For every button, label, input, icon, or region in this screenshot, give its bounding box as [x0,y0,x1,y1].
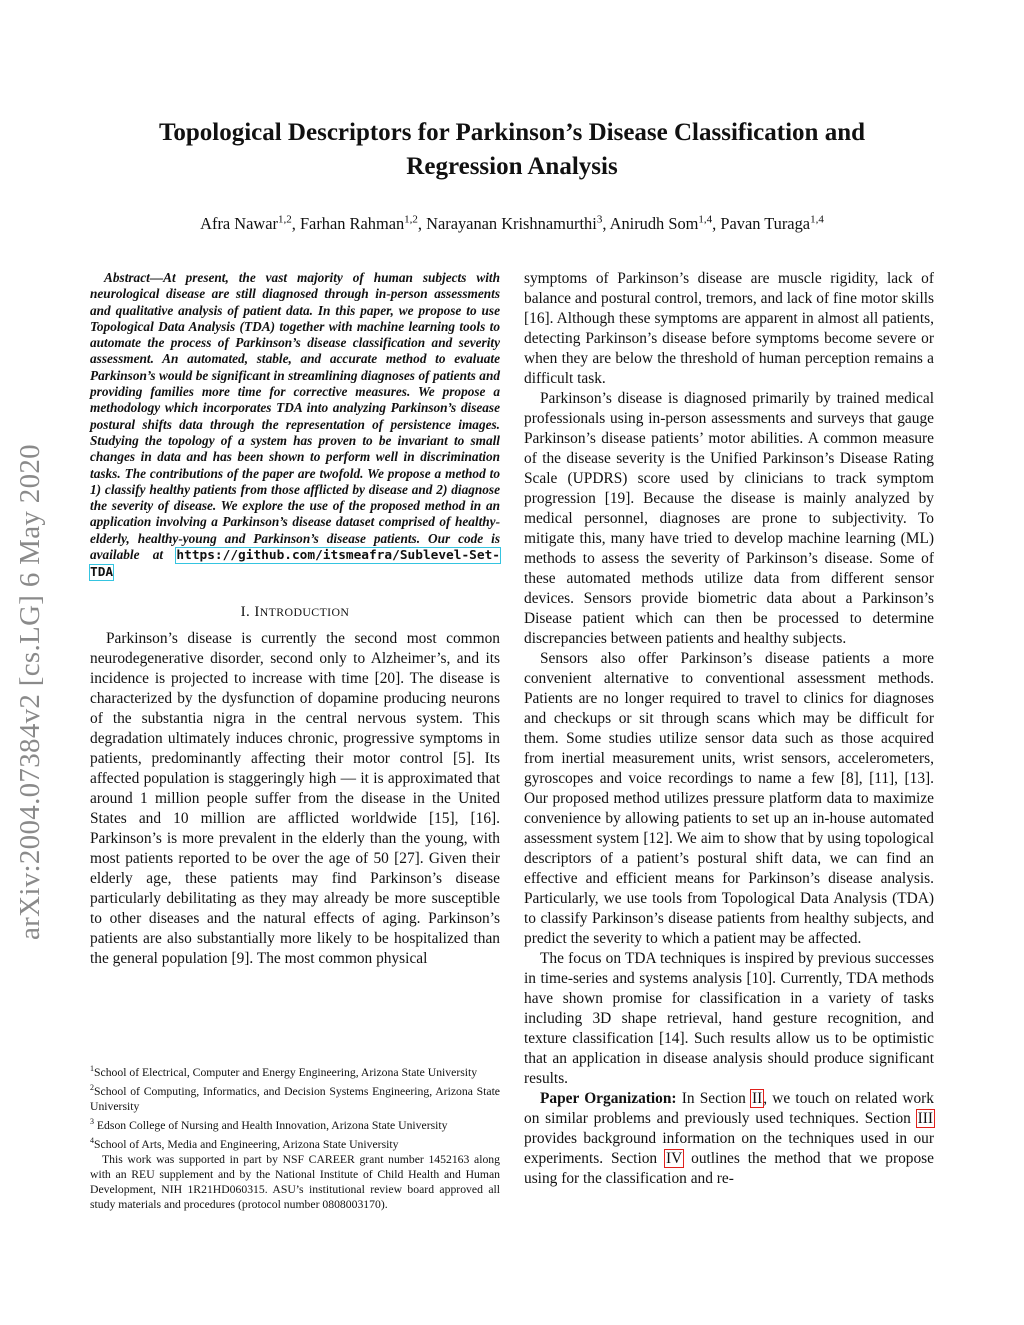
intro-paragraph: Parkinson’s disease is currently the second most common neurodegenerative disorder, second only to Alzheimer’s, and its incidence is projected to increase with time [20]. The disease is characterized by the dysfunction of dopamine producing neurons of the substantia nigra in the central nervous system. This degradation ultimately induces chronic, progressive symptoms in patients, predominantly affecting their motor control [5]. Its affected population is staggeringly high — it is approximated that around 1 million people suffer from the disease in the United States and 10 million are afflicted worldwide [15], [16]. Parkinson’s is more prevalent in the elderly than the young, with most patients reported to be over the age of 50 [27]. Given their elderly age, these patients may find Parkinson’s disease particularly debilitating as they may already be more susceptible to other diseases and the natural effects of aging. Parkinson’s patients are also substantially more likely to be hospitalized than the general population [9]. The most common physical [90,629,500,967]
paper-organization-text: , we touch on related work on similar problems and previously used techniques. Section [524,1090,934,1127]
paper-organization-label: Paper Organization: [540,1090,677,1107]
author-name: Narayanan Krishnamurthi [426,214,597,234]
abstract [90,270,500,582]
title-line-1: Topological Descriptors for Parkinson’s Disease Classification and [158,119,866,146]
body-paragraph: symptoms of Parkinson’s disease are muscle rigidity, lack of balance and postural control, tremors, and lack of fine motor skills [16]. Although these symptoms are apparent in almost all patients, detecting Parkinson’s disease before symptoms become severe or when they are below the threshold of human perception remains a difficult task. [524,270,934,387]
section-ref-link[interactable]: II [752,1090,763,1107]
footnote-text: School of Arts, Media and Engineering, Arizona State University [94,1137,399,1151]
author-affiliation: 1,4 [698,214,713,226]
author-affiliation: 1,2 [404,214,418,226]
author [426,214,602,233]
author-name: Pavan Turaga [720,214,811,234]
author [300,214,418,233]
author-affiliation: 3 [596,214,603,226]
paper-organization-paragraph [524,1089,934,1189]
footnote-text: School of Computing, Informatics, and Decision Systems Engineering, Arizona State University [90,1084,500,1113]
arxiv-stamp: arXiv:2004.07384v2 [cs.LG] 6 May 2020 [14,444,46,940]
footnotes [90,1061,500,1212]
paper-organization-text: provides background information on the techniques used in our experiments. Section [524,1130,934,1167]
paper-organization-text: outlines the method that we propose using for the classification and re- [524,1150,934,1187]
body-paragraph: Parkinson’s disease is diagnosed primarily by trained medical professionals using in-person assessments and surveys that gauge Parkinson’s disease patients’ motor abilities. A common measure of the disease severity is the Unified Parkinson’s Disease Rating Scale (UPDRS) score used by clinicians to track symptom progression [19]. Because the disease is mainly analyzed by medical personnel, diagnoses are prone to subjectivity. To mitigate this, many have tried to develop machine learning (ML) methods to assess the severity of Parkinson’s disease. Some of these automated methods utilize data from different sensor devices. Sensors provide biometric data about a Parkinson’s Disease patient which can then be processed to determine discrepancies between patients and healthy subjects. [524,390,934,647]
author-name: Afra Nawar [200,214,278,234]
author [720,214,823,233]
section-ref-link[interactable]: IV [666,1150,683,1167]
footnote-text: School of Electrical, Computer and Energy Engineering, Arizona State University [94,1065,478,1079]
section-title-rest: NTRODUCTION [259,604,350,619]
footnote [90,1114,500,1133]
section-ref-link[interactable]: III [917,1110,933,1127]
body-paragraph: Sensors also offer Parkinson’s disease patients a more convenient alternative to conventional assessment methods. Patients are no longer required to travel to clinics for diagnoses and checkups or sit through scans which may be difficult for them. Some studies utilize sensor data such as those acquired from inertial measurement units, wrist sensors, accelerometers, gyroscopes and voice recordings to name a few [8], [11], [13]. Our proposed method utilizes pressure platform data to maximize convenience by allowing patients to set up an in-house automated assessment system [12]. We aim to show that by using topological descriptors of a patient’s postural shift data, we can find an effective and efficient means for Parkinson’s disease analysis. Particularly, we use tools from Topological Data Analysis (TDA) to classify Parkinson’s disease patients from healthy subjects, and predict the severity to which a patient may be affected. [524,650,934,947]
title-line-2: Regression Analysis [406,153,618,180]
footnote-mark: 2 [90,1082,94,1092]
author-affiliation: 1,4 [810,214,824,226]
author-list: Afra Nawar$^{1,2}$, Farhan Rahman$^{1,2}$, Narayanan Krishnamurthi$^3$, Anirudh Som$^{1,4}$, Pavan Turaga$^{1,4}$ [200,214,824,234]
abstract-text: At present, the vast majority of human subjects with neurological disease are still diagnosed through in-person assessments and qualitative analysis of patient data. In this paper, we propose to use Topological Data Analysis (TDA) together with machine learning tools to automate the process of Parkinson’s disease classification and severity assessment. An automated, stable, and accurate method to evaluate Parkinson’s would be significant in streamlining diagnoses of patients and providing families more time for corrective measures. We propose a methodology which incorporates TDA into analyzing Parkinson’s disease postural shifts data through the representation of persistence images. Studying the topology of a system has proven to be invariant to small changes in data and has been shown to perform well in discrimination tasks. The contributions of the paper are twofold. We propose a method to 1) classify healthy patients from those afflicted by disease and 2) diagnose the severity of disease. We explore the use of the proposed method in an application involving a Parkinson’s disease dataset comprised of healthy-elderly, healthy-young and Parkinson’s disease patients. Our code is available at [90,270,500,563]
author [610,214,713,233]
footnote-mark: 1 [90,1064,94,1073]
paper-title [100,116,924,184]
body-paragraph: The focus on TDA techniques is inspired by previous successes in time-series and systems analysis [10]. Currently, TDA methods have shown promise for classification in a variety of tasks including 3D shape retrieval, hand gesture recognition, and texture classification [14]. Such results allow us to be optimistic that an application in disease analysis should produce significant results. [524,950,934,1087]
author-affiliation: 1,2 [277,214,292,226]
footnote [90,1061,500,1080]
footnote [90,1080,500,1114]
code-link[interactable]: https://github.com/itsmeafra/Sublevel-Set-TDA [90,548,500,581]
footnote [90,1133,500,1152]
footnote-text: Edson College of Nursing and Health Innovation, Arizona State University [94,1118,448,1132]
funding-note: This work was supported in part by NSF CAREER grant number 1452163 along with an REU supplement and by the National Institute of Child Health and Human Development, NIH 1R21HD060315. ASU’s institutional review board approved all study materials and procedures (protocol number 0808003170). [90,1152,500,1211]
section-numeral: I. [240,603,251,620]
section-heading-introduction [90,604,500,621]
author-name: Anirudh Som [609,214,699,234]
section-first-letter: I [254,603,260,620]
footnote-mark: 3 [90,1116,94,1126]
footnote-mark: 4 [90,1135,94,1145]
abstract-label: Abstract [104,270,150,285]
left-column [90,270,500,969]
author [200,214,292,233]
abstract-dash: — [149,270,164,285]
author-name: Farhan Rahman [299,214,405,234]
paper-organization-text: In Section [676,1090,752,1107]
right-column [524,269,934,1189]
